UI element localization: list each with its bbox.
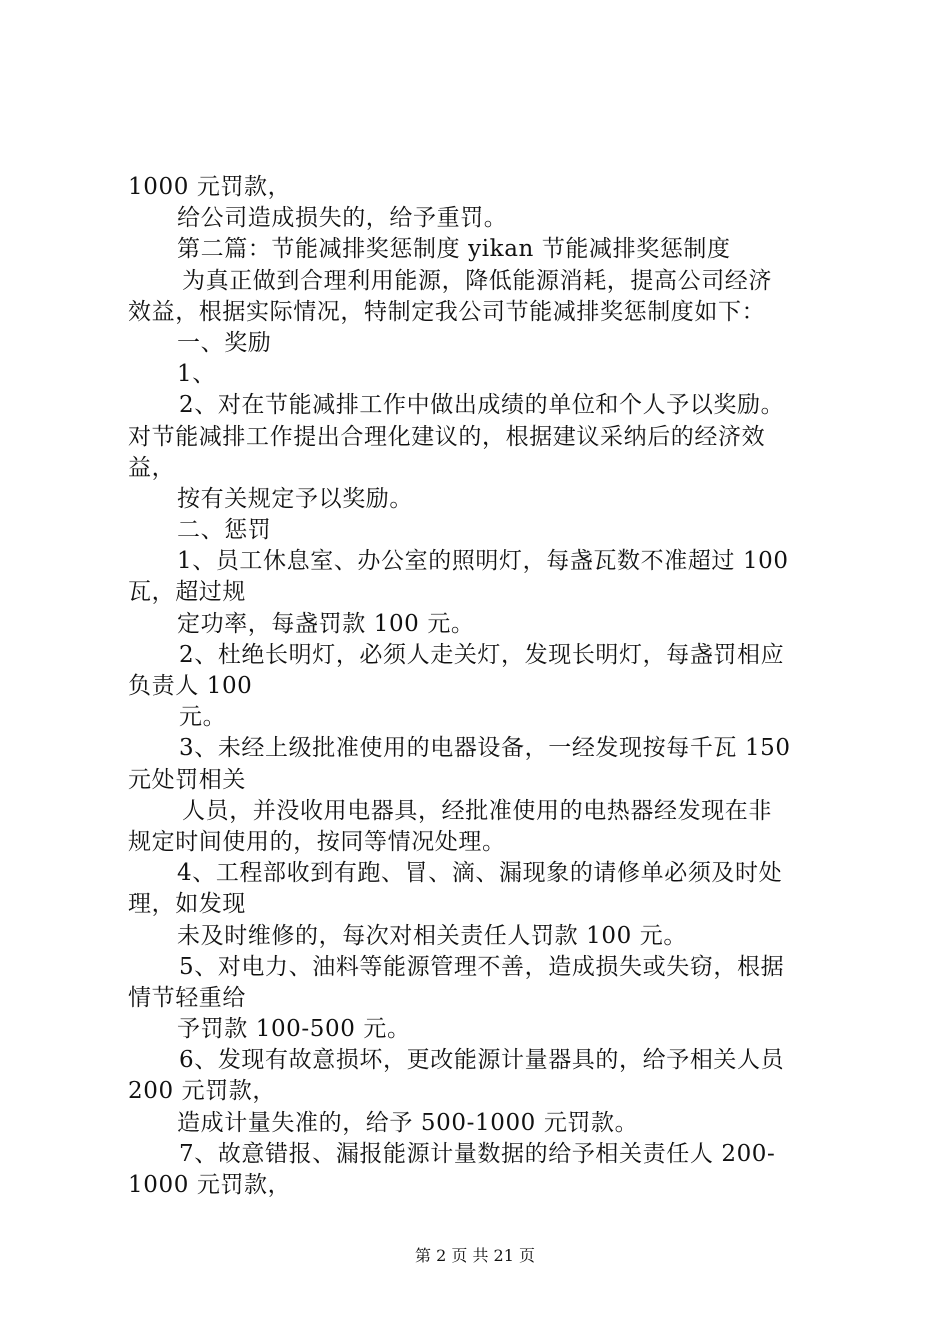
text-line: 造成计量失准的，给予 500-1000 元罚款。 <box>177 1109 639 1136</box>
text-line: 元。 <box>179 704 227 731</box>
text-line: 7、故意错报、漏报能源计量数据的给予相关责任人 200- <box>179 1140 776 1167</box>
subheading-rewards: 一、奖励 <box>177 329 272 356</box>
text-line: 效益，根据实际情况，特制定我公司节能减排奖惩制度如下： <box>128 298 766 325</box>
text-line: 未及时维修的，每次对相关责任人罚款 100 元。 <box>177 922 687 949</box>
text-line: 2、对在节能减排工作中做出成绩的单位和个人予以奖励。 <box>179 392 785 419</box>
text-line: 1、 <box>177 361 216 388</box>
text-line: 益， <box>128 454 176 481</box>
text-line: 瓦，超过规 <box>128 579 246 606</box>
text-line: 为真正做到合理利用能源，降低能源消耗，提高公司经济 <box>182 267 772 294</box>
text-line: 2、杜绝长明灯，必须人走关灯，发现长明灯，每盏罚相应 <box>179 641 785 668</box>
document-body <box>128 172 840 1201</box>
text-line: 予罚款 100-500 元。 <box>177 1016 411 1043</box>
text-line: 200 元罚款， <box>128 1078 277 1105</box>
text-line: 对节能减排工作提出合理化建议的，根据建议采纳后的经济效 <box>128 423 766 450</box>
text-line: 3、未经上级批准使用的电器设备，一经发现按每千瓦 150 <box>179 735 791 762</box>
text-line: 人员，并没收用电器具，经批准使用的电热器经发现在非 <box>182 797 772 824</box>
text-line: 定功率，每盏罚款 100 元。 <box>177 610 475 637</box>
text-line: 1000 元罚款， <box>128 1172 292 1198</box>
text-line: 1、员工休息室、办公室的照明灯，每盏瓦数不准超过 100 <box>177 548 789 575</box>
subheading-penalties: 二、惩罚 <box>177 517 272 544</box>
text-line: 5、对电力、油料等能源管理不善，造成损失或失窃，根据 <box>179 953 785 980</box>
text-line: 规定时间使用的，按同等情况处理。 <box>128 828 506 855</box>
text-line: 元处罚相关 <box>128 766 246 793</box>
text-line: 理，如发现 <box>128 891 246 918</box>
text-line: 情节轻重给 <box>128 984 246 1011</box>
page-footer: 第 2 页 共 21 页 <box>415 1246 535 1265</box>
section-heading: 第二篇：节能减排奖惩制度 yikan 节能减排奖惩制度 <box>177 236 731 263</box>
text-line: 负责人 100 <box>128 673 253 699</box>
text-line: 1000 元罚款， <box>128 174 292 200</box>
text-line: 给公司造成损失的，给予重罚。 <box>177 205 508 232</box>
text-line: 4、工程部收到有跑、冒、滴、漏现象的请修单必须及时处 <box>177 860 783 887</box>
text-line: 按有关规定予以奖励。 <box>177 485 413 512</box>
text-line: 6、发现有故意损坏，更改能源计量器具的，给予相关人员 <box>179 1047 785 1074</box>
